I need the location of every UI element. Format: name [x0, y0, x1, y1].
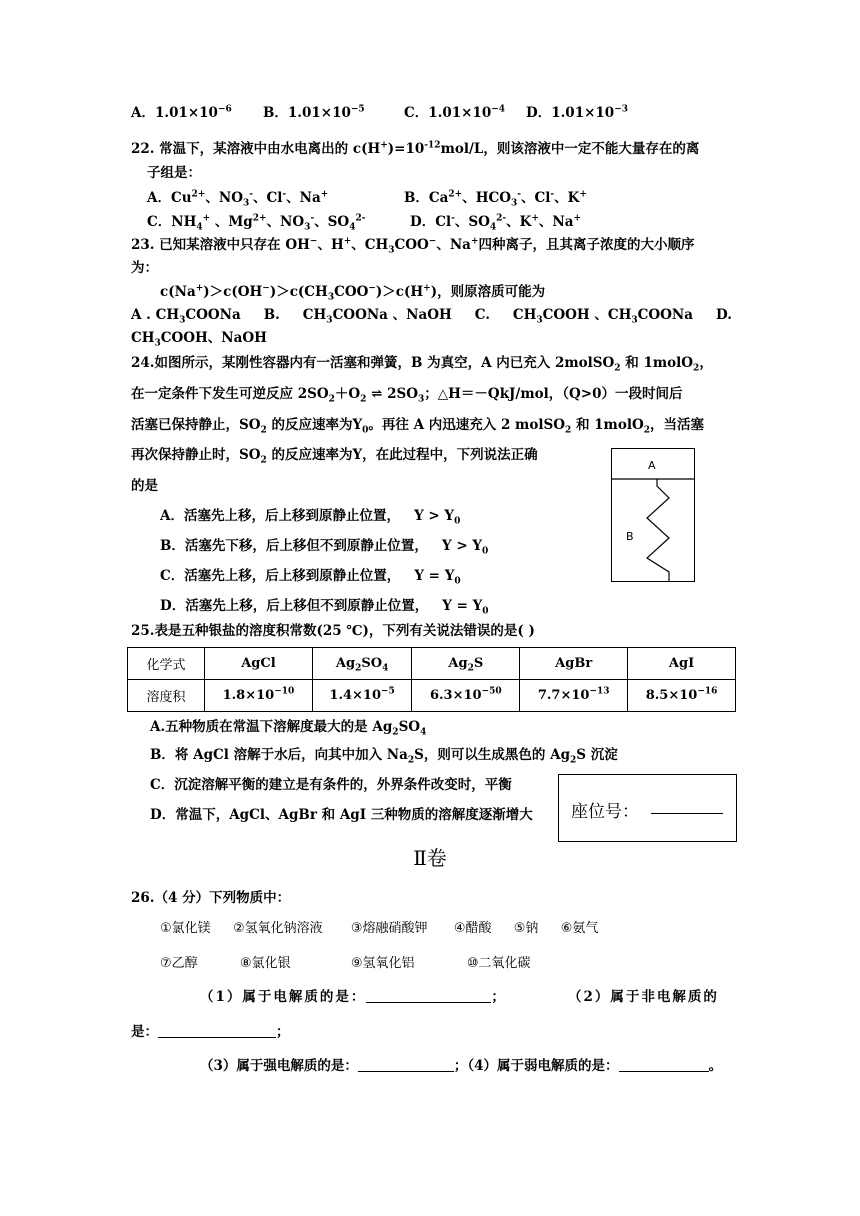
- section-title: Ⅱ卷: [413, 846, 447, 870]
- q26-part3-blank[interactable]: [358, 1057, 454, 1072]
- q26-part2-cont: 是： ；: [131, 1024, 290, 1040]
- piston-container-diagram: [611, 448, 695, 582]
- q24-line3: 活塞已保持静止，$SO_2$ 的反应速率为$Y_0$。再往 A 内迅速充入 2 molSO$_2$ 和 1molO$_2$，当活塞: [131, 417, 704, 436]
- seat-number-box: [558, 774, 737, 842]
- chamber-a-label: A: [648, 459, 656, 472]
- q26-part1: （1）属于电解质的是： ；: [200, 989, 507, 1005]
- q26-stem: 26.（4 分）下列物质中：: [131, 890, 291, 906]
- q22-option-c: C．$NH_4^+$ 、$Mg^{2+}$、$NO_3^-$、$SO_4^{2-}$: [147, 213, 366, 233]
- table-cell: $8.5\times 10^{-16}$: [628, 680, 736, 712]
- chamber-b-label: B: [626, 530, 634, 543]
- q23-option-a: A . $CH_3COONa$: [131, 307, 241, 326]
- q23-option-b-label: B.: [263, 307, 280, 323]
- q26-part2-label: 是：: [131, 1024, 158, 1040]
- q26-item: ①氯化镁: [160, 921, 211, 936]
- table-header-cell: AgBr: [520, 648, 628, 680]
- table-header-cell: 化学式: [128, 648, 205, 680]
- q26-item: ⑦乙醇: [160, 956, 198, 971]
- q26-part2-blank[interactable]: [158, 1023, 276, 1038]
- q26-item: ⑧氯化银: [239, 956, 291, 971]
- q23-order: $c(Na^+)>c(OH^-)>c(CH_3COO^-)>c(H^+)$，则原溶质可能为: [160, 283, 546, 303]
- seat-number-blank[interactable]: [651, 813, 723, 814]
- q22-option-a: A．$Cu^{2+}$、$NO_3^-$、Cl-、Na+: [147, 189, 329, 209]
- table-cell: $1.4\times 10^{-5}$: [312, 680, 411, 712]
- q22-option-b: B．$Ca^{2+}$、$HCO_3^-$、Cl-、K+: [404, 189, 587, 209]
- q22-stem: 22. 常温下，某溶液中由水电离出的 $c(H^+)=10^{-12}mol/L$，则该溶液中一定不能大量存在的离: [131, 140, 700, 157]
- q25-option-b: B．将 AgCl 溶解于水后，向其中加入 $Na_2S$，则可以生成黑色的 $Ag_2S$ 沉淀: [150, 747, 618, 766]
- table-header-cell: AgI: [628, 648, 736, 680]
- q26-part4-label: （4）属于弱电解质的是：: [467, 1058, 619, 1074]
- q26-items-line2: [160, 955, 530, 973]
- q24-option-b: B．活塞先下移，后上移但不到原静止位置， $Y > Y_0$: [160, 538, 489, 557]
- ksp-table: [127, 647, 736, 712]
- table-cell: $7.7\times 10^{-13}$: [520, 680, 628, 712]
- q25-option-c: C．沉淀溶解平衡的建立是有条件的，外界条件改变时，平衡: [150, 777, 512, 793]
- q24-line2: 在一定条件下发生可逆反应 $2SO_2+O_2$ ⇌ $2SO_3$；△H＝－QkJ/mol，（Q>0）一段时间后: [131, 386, 683, 405]
- q26-item: ⑩二氧化碳: [466, 956, 531, 971]
- q22-stem-cont: 子组是：: [147, 165, 201, 181]
- q24-line5: 的是: [131, 478, 158, 494]
- q23-option-c-label: C.: [474, 307, 490, 323]
- q23-option-d: $CH_3COOH$、NaOH: [131, 330, 267, 349]
- q23-option-c: $CH_3COOH$ 、$CH_3COONa$: [512, 307, 694, 326]
- q26-part1-blank[interactable]: [366, 988, 491, 1003]
- q24-option-d: D．活塞先上移，后上移但不到原静止位置， $Y = Y_0$: [160, 598, 489, 617]
- table-row: [128, 680, 736, 712]
- q23-option-b: $CH_3COONa$ 、NaOH: [302, 307, 452, 326]
- q25-option-d: D．常温下，AgCl、AgBr 和 AgI 三种物质的溶解度逐渐增大: [150, 807, 533, 823]
- q24-line1: 24.如图所示，某刚性容器内有一活塞和弹簧，B 为真空，A 内已充入 2molSO$_2$ 和 1molO$_2$，: [131, 355, 713, 374]
- q21-option-a: A．$1.01\times 10^{-6}$: [131, 104, 232, 121]
- q26-item: ⑥氨气: [560, 921, 599, 936]
- q21-option-b: B．$1.01\times 10^{-5}$: [263, 104, 365, 121]
- q26-item: ②氢氧化钠溶液: [232, 921, 323, 936]
- q25-option-a: A.五种物质在常温下溶解度最大的是 $Ag_2SO_4$: [150, 719, 427, 738]
- q26-part4-blank[interactable]: [619, 1057, 709, 1072]
- q26-part2: （2）属于非电解质的: [568, 989, 719, 1005]
- q22-option-d: D．Cl-、$SO_4^{2-}$、K+、Na+: [410, 213, 582, 233]
- q25-stem: 25.表是五种银盐的溶度积常数(25 ℃)，下列有关说法错误的是( ): [131, 623, 535, 639]
- table-header-cell: AgCl: [205, 648, 313, 680]
- q26-item: ⑨氢氧化铝: [350, 956, 415, 971]
- table-row-label: 溶度积: [128, 680, 205, 712]
- table-header-cell: $Ag_2S$: [412, 648, 520, 680]
- q24-line4: 再次保持静止时，$SO_2$ 的反应速率为Y，在此过程中，下列说法正确: [131, 447, 538, 466]
- q26-item: ③熔融硝酸钾: [350, 921, 428, 936]
- table-cell: $6.3\times 10^{-50}$: [412, 680, 520, 712]
- table-header-cell: $Ag_2SO_4$: [312, 648, 411, 680]
- q24-option-a: A．活塞先上移，后上移到原静止位置， $Y > Y_0$: [160, 508, 461, 527]
- q24-option-c: C．活塞先上移，后上移到原静止位置， $Y = Y_0$: [160, 568, 461, 587]
- q23-option-d-label: D.: [716, 307, 732, 323]
- q26-item: ④醋酸: [453, 921, 492, 936]
- seat-number-label: 座位号：: [571, 802, 639, 822]
- q23-stem: 23. 已知某溶液中只存在 OH−、H+、$CH_3COO^-$、Na+四种离子，且其离子浓度的大小顺序: [131, 236, 695, 256]
- q21-option-c: C．$1.01\times 10^{-4}$: [404, 104, 506, 121]
- table-cell: $1.8\times 10^{-10}$: [205, 680, 313, 712]
- table-header-row: [128, 648, 736, 680]
- q23-options-line: [131, 306, 732, 324]
- q21-option-d: D．$1.01\times 10^{-3}$: [526, 104, 628, 121]
- q26-items-line1: [160, 920, 598, 938]
- q26-part1-label: （1）属于电解质的是：: [200, 989, 367, 1005]
- q26-part3-label: （3）属于强电解质的是：: [200, 1058, 358, 1074]
- q23-stem-cont: 为：: [131, 260, 158, 276]
- q26-part3-4: （3）属于强电解质的是： ；（4）属于弱电解质的是： 。: [200, 1058, 723, 1074]
- q26-item: ⑤钠: [513, 921, 539, 936]
